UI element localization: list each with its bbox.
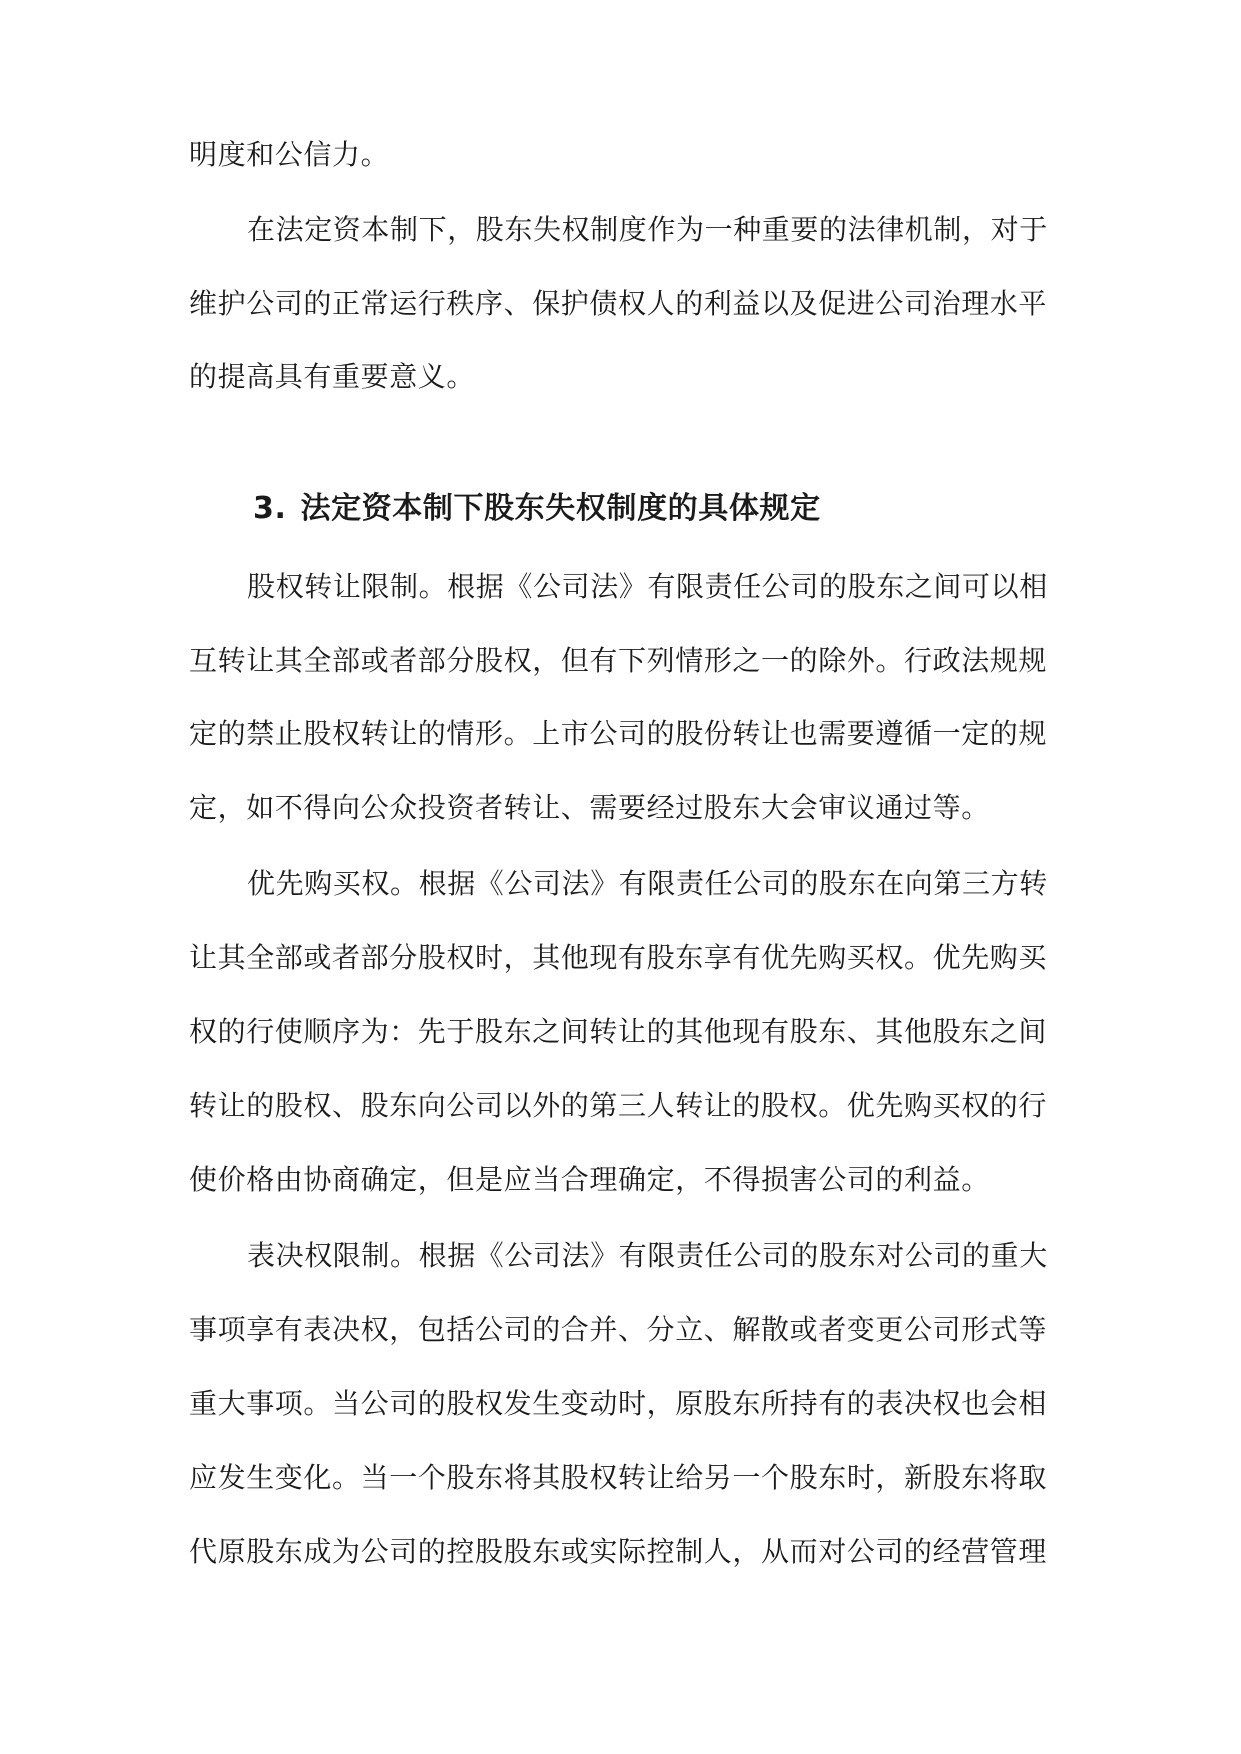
text-line: 维护公司的正常运行秩序、保护债权人的利益以及促进公司治理水平 <box>189 287 1048 320</box>
text-line: 优先购买权。根据《公司法》有限责任公司的股东在向第三方转 <box>247 867 1048 900</box>
section-number: 3. <box>253 491 287 526</box>
text-line: 在法定资本制下，股东失权制度作为一种重要的法律机制，对于 <box>247 213 1048 246</box>
text-line: 表决权限制。根据《公司法》有限责任公司的股东对公司的重大 <box>247 1239 1048 1272</box>
text-line: 定的禁止股权转让的情形。上市公司的股份转让也需要遵循一定的规 <box>189 717 1048 750</box>
section-title: 法定资本制下股东失权制度的具体规定 <box>300 491 821 526</box>
text-line: 转让的股权、股东向公司以外的第三人转让的股权。优先购买权的行 <box>189 1089 1048 1122</box>
text-line: 权的行使顺序为：先于股东之间转让的其他现有股东、其他股东之间 <box>189 1015 1048 1048</box>
text-line: 代原股东成为公司的控股股东或实际控制人，从而对公司的经营管理 <box>189 1535 1048 1568</box>
section-heading <box>253 488 821 530</box>
text-line: 互转让其全部或者部分股权，但有下列情形之一的除外。行政法规规 <box>189 644 1048 677</box>
text-line: 股权转让限制。根据《公司法》有限责任公司的股东之间可以相 <box>247 570 1048 603</box>
text-line: 事项享有表决权，包括公司的合并、分立、解散或者变更公司形式等 <box>189 1313 1048 1346</box>
text-line: 明度和公信力。 <box>189 138 390 171</box>
text-line: 使价格由协商确定，但是应当合理确定，不得损害公司的利益。 <box>189 1163 990 1196</box>
text-line: 应发生变化。当一个股东将其股权转让给另一个股东时，新股东将取 <box>189 1461 1048 1494</box>
text-line: 的提高具有重要意义。 <box>189 360 476 393</box>
text-line: 重大事项。当公司的股权发生变动时，原股东所持有的表决权也会相 <box>189 1387 1048 1420</box>
text-line: 定，如不得向公众投资者转让、需要经过股东大会审议通过等。 <box>189 791 990 824</box>
text-line: 让其全部或者部分股权时，其他现有股东享有优先购买权。优先购买 <box>189 941 1048 974</box>
